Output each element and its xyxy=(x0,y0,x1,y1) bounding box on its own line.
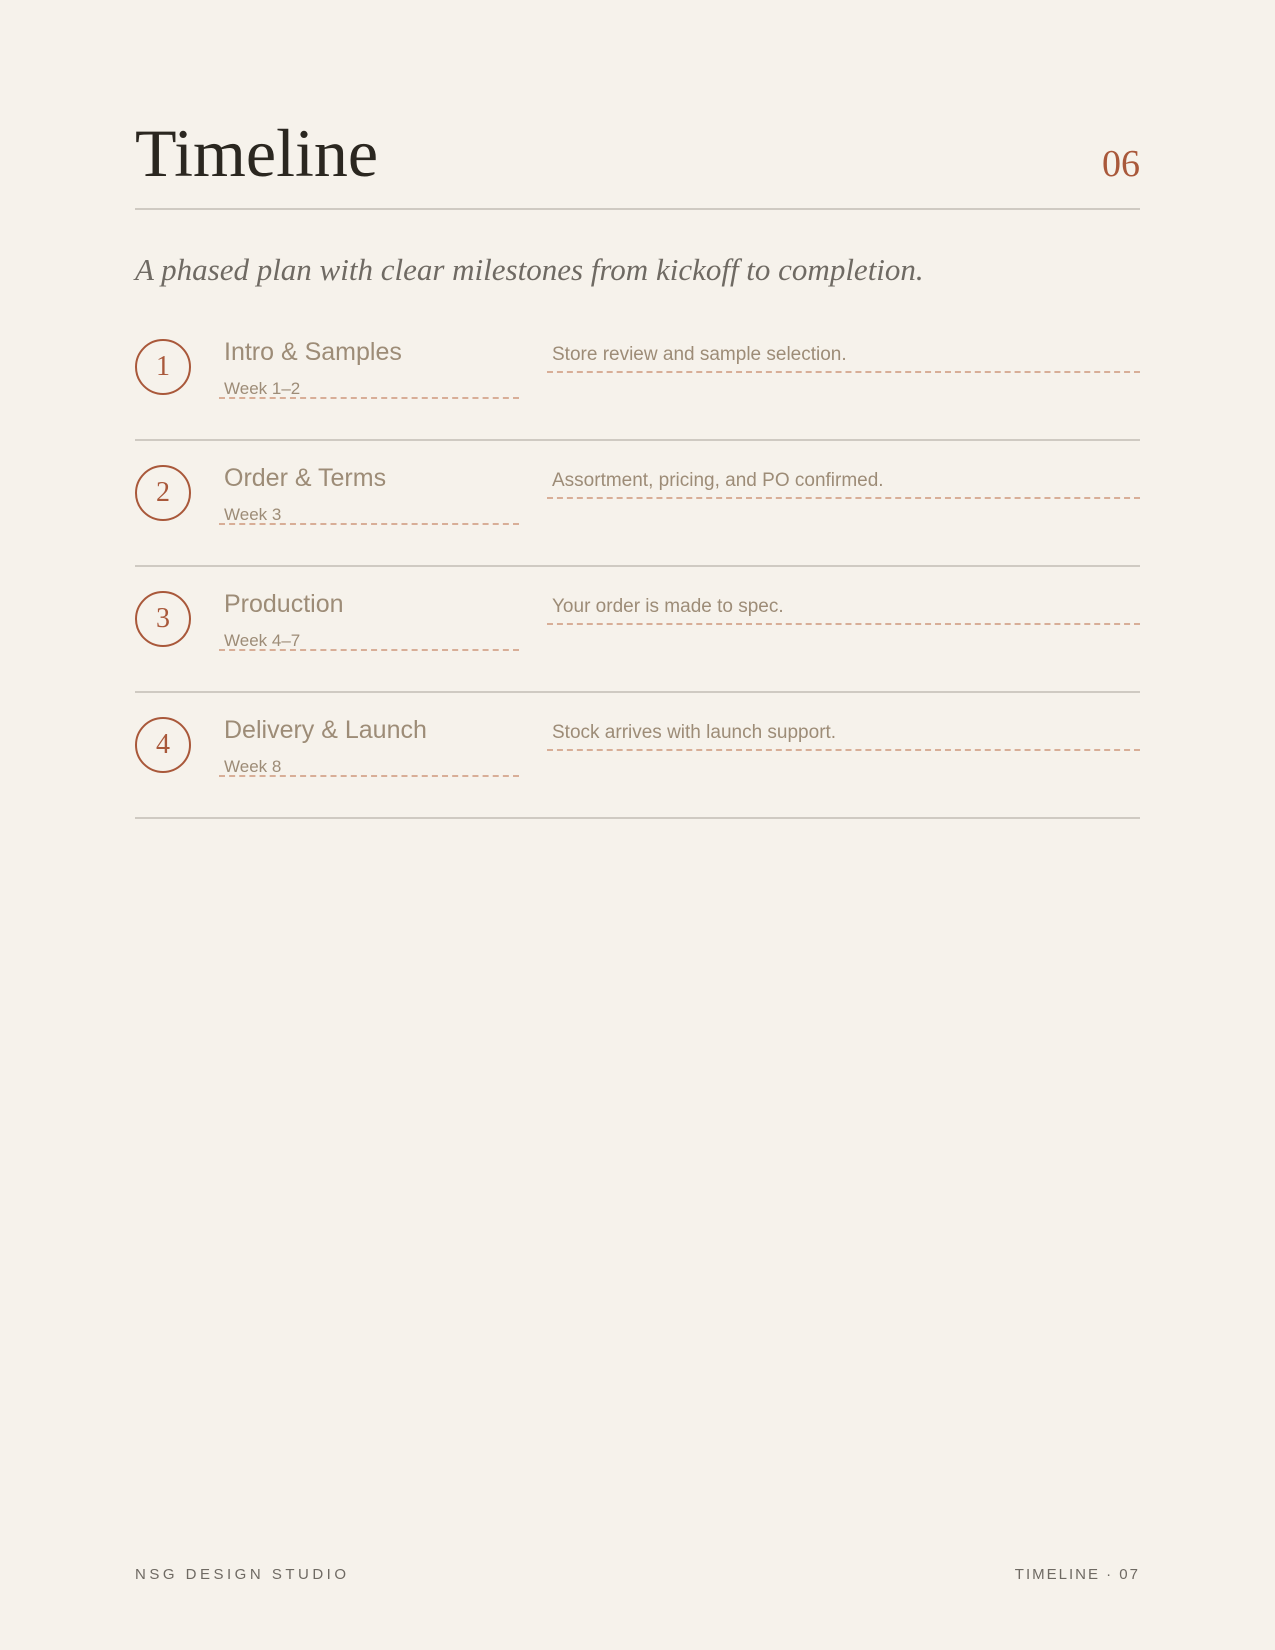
page-title: Timeline xyxy=(135,115,379,191)
timeline-phase-3 xyxy=(135,567,1140,693)
phase-description xyxy=(547,593,1140,625)
document-page xyxy=(135,0,1140,1650)
section-number: 06 xyxy=(1102,143,1140,185)
phase-description xyxy=(547,467,1140,499)
phase-description xyxy=(547,719,1140,751)
footer-page-label: TIMELINE · 07 xyxy=(1014,1566,1140,1583)
phase-title: Order & Terms xyxy=(224,464,387,492)
phase-title: Delivery & Launch xyxy=(224,716,427,744)
phase-number-badge: 3 xyxy=(135,591,191,647)
phase-description-text: Your order is made to spec. xyxy=(552,596,784,617)
phase-title: Intro & Samples xyxy=(224,338,402,366)
phase-number-badge: 2 xyxy=(135,465,191,521)
phase-description-text: Assortment, pricing, and PO confirmed. xyxy=(552,470,884,491)
phase-description xyxy=(547,341,1140,373)
footer-studio-name: NSG DESIGN STUDIO xyxy=(135,1566,350,1583)
timeline-phase-1 xyxy=(135,315,1140,441)
timeline-phase-4 xyxy=(135,693,1140,819)
phase-heading xyxy=(219,715,519,777)
page-subtitle: A phased plan with clear milestones from kickoff to completion. xyxy=(135,252,924,287)
phase-heading xyxy=(219,463,519,525)
phase-description-text: Store review and sample selection. xyxy=(552,344,847,365)
phase-week: Week 4–7 xyxy=(224,631,301,650)
phase-number-badge: 1 xyxy=(135,339,191,395)
page-header xyxy=(135,112,1140,210)
phase-heading xyxy=(219,337,519,399)
phase-description-text: Stock arrives with launch support. xyxy=(552,722,837,743)
phase-week: Week 1–2 xyxy=(224,379,301,398)
phase-week: Week 3 xyxy=(224,505,282,524)
phase-number-badge: 4 xyxy=(135,717,191,773)
timeline-list xyxy=(135,315,1140,819)
phase-heading xyxy=(219,589,519,651)
phase-week: Week 8 xyxy=(224,757,282,776)
phase-title: Production xyxy=(224,590,344,618)
timeline-phase-2 xyxy=(135,441,1140,567)
